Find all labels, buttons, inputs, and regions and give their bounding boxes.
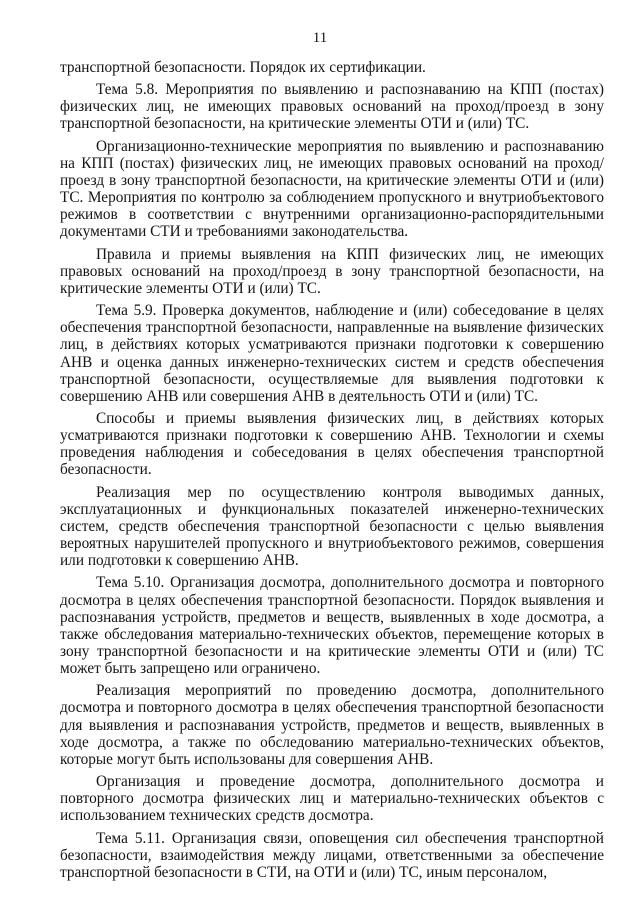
paragraph: Реализация мер по осуществлению контроля выводимых данных, эксплуатационных и функциональных показателей инженерно-технических систем, средств обеспечения транспортной безопасности с целью выявления вероятных нарушителей пропускного и внутриобъектового режимов, совершения или подготовки к совершению АНВ. (60, 483, 604, 570)
document-body (60, 59, 604, 886)
paragraph-continuation: транспортной безопасности. Порядок их сертификации. (60, 59, 426, 76)
paragraph: Способы и приемы выявления физических лиц, в действиях которых усматриваются признаки подготовки к совершению АНВ. Технологии и схемы проведения наблюдения и собеседования в целях обеспечения транспортной безопасности. (60, 409, 604, 479)
paragraph: Организация и проведение досмотра, дополнительного досмотра и повторного досмотра физических лиц и материально-технических объектов с использованием технических средств досмотра. (60, 773, 604, 825)
page-number: 11 (312, 30, 328, 46)
topic-5-8-heading: Тема 5.8. Мероприятия по выявлению и распознаванию на КПП (постах) физических лиц, не имеющих правовых оснований на проход/проезд в зону транспортной безопасности, на критические элементы ОТИ и (или) ТС. (60, 81, 604, 133)
paragraph: Правила и приемы выявления на КПП физических лиц, не имеющих правовых оснований на проход/проезд в зону транспортной безопасности, на критические элементы ОТИ и (или) ТС. (60, 245, 604, 297)
topic-5-11-heading: Тема 5.11. Организация связи, оповещения сил обеспечения транспортной безопасности, взаимодействия между лицами, ответственными за обеспечение транспортной безопасности в СТИ, на ОТИ и (или) ТС, иным персоналом, (60, 829, 604, 881)
topic-5-9-heading: Тема 5.9. Проверка документов, наблюдение и (или) собеседование в целях обеспечения транспортной безопасности, направленные на выявление физических лиц, в действиях которых усматриваются признаки подготовки к совершению АНВ и оценка данных инженерно-технических систем и средств обеспечения транспортной безопасности, осуществляемые для выявления подготовки к совершению АНВ или совершения АНВ в деятельность ОТИ и (или) ТС. (60, 302, 604, 405)
paragraph: Организационно-технические мероприятия по выявлению и распознаванию на КПП (постах) физических лиц, не имеющих правовых оснований на проход/проезд в зону транспортной безопасности, на критические элементы ОТИ и (или) ТС. Мероприятия по контролю за соблюдением пропускного и внутриобъектового режимов в соответствии с внутренними организационно-распорядительными документами СТИ и требованиями законодательства. (60, 137, 604, 241)
paragraph: Реализация мероприятий по проведению досмотра, дополнительного досмотра и повторного досмотра в целях обеспечения транспортной безопасности для выявления и распознавания устройств, предметов и веществ, выявленных в ходе досмотра, а также по обследованию материально-технических объектов, которые могут быть использованы для совершения АНВ. (60, 682, 604, 768)
topic-5-10-heading: Тема 5.10. Организация досмотра, дополнительного досмотра и повторного досмотра в целях обеспечения транспортной безопасности. Порядок выявления и распознавания устройств, предметов и веществ, выявленных в ходе досмотра, а также обследования материально-технических объектов, перемещение которых в зону транспортной безопасности и на критические элементы ОТИ и (или) ТС может быть запрещено или ограничено. (60, 574, 604, 678)
